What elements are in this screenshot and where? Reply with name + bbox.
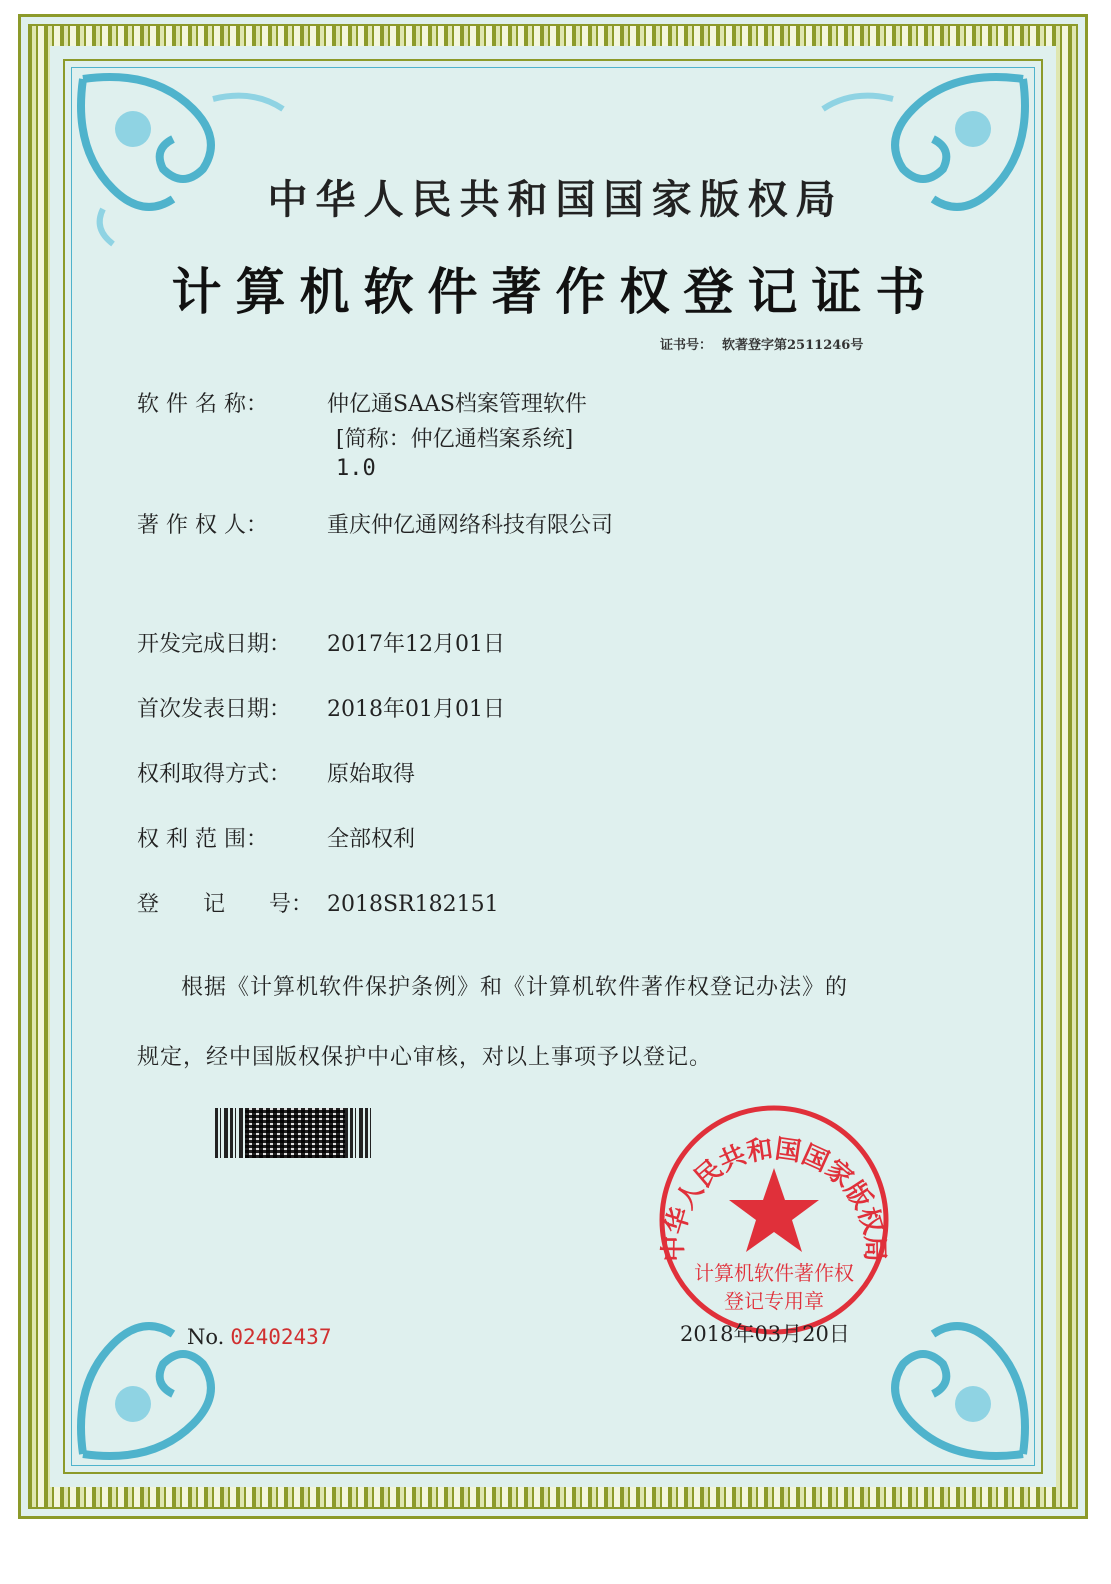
qr-code <box>245 1108 345 1158</box>
field-software-name <box>137 387 587 418</box>
scope-value: 全部权利 <box>327 827 416 852</box>
certificate-number <box>660 334 873 353</box>
certificate-title: 计算机软件著作权登记证书 <box>171 262 940 321</box>
barcode <box>215 1108 373 1158</box>
issuing-authority: 中华人民共和国国家版权局 <box>267 176 844 223</box>
acquisition-label: 权利取得方式： <box>137 762 292 787</box>
seal-inner-line-1: 计算机软件著作权 <box>694 1261 854 1285</box>
completion-date-value: 2017年12月01日 <box>327 632 505 657</box>
issue-date: 2018年03月20日 <box>680 1322 850 1346</box>
field-scope <box>137 822 415 853</box>
official-seal <box>654 1100 894 1340</box>
owner-label: 著 作 权 人： <box>137 513 268 538</box>
corner-ornament-bottom-left <box>73 1284 293 1464</box>
serial-label: No. <box>187 1325 225 1349</box>
serial-number-value: 02402437 <box>230 1325 332 1349</box>
seal-star-icon <box>729 1168 819 1252</box>
software-name-value: 仲亿通SAAS档案管理软件 <box>327 392 587 417</box>
field-registration-number <box>137 887 499 918</box>
seal-outer-text: 中华人民共和国国家版权局 <box>658 1134 890 1262</box>
serial-number <box>187 1325 331 1349</box>
seal-inner-line-2: 登记专用章 <box>724 1289 824 1313</box>
acquisition-value: 原始取得 <box>327 762 416 787</box>
field-acquisition <box>137 757 415 788</box>
owner-value: 重庆仲亿通网络科技有限公司 <box>327 513 614 538</box>
software-name-label: 软 件 名 称： <box>137 392 268 417</box>
completion-date-label: 开发完成日期： <box>137 632 292 657</box>
certificate-number-label: 证书号： <box>660 338 713 353</box>
software-version: 1.0 <box>336 456 376 481</box>
field-publish-date <box>137 692 505 723</box>
registration-label: 登 记 号： <box>137 892 314 917</box>
scope-label: 权 利 范 围： <box>137 827 268 852</box>
field-owner <box>137 508 613 539</box>
registration-value: 2018SR182151 <box>327 892 499 917</box>
statement-line-2: 规定，经中国版权保护中心审核，对以上事项予以登记。 <box>137 1045 713 1070</box>
software-short-name: [简称：仲亿通档案系统] <box>336 427 574 452</box>
field-completion-date <box>137 627 505 658</box>
certificate-number-value: 软著登字第2511246号 <box>722 338 864 353</box>
statement-line-1: 根据《计算机软件保护条例》和《计算机软件著作权登记办法》的 <box>181 975 849 1000</box>
publish-date-label: 首次发表日期： <box>137 697 292 722</box>
publish-date-value: 2018年01月01日 <box>327 697 505 722</box>
